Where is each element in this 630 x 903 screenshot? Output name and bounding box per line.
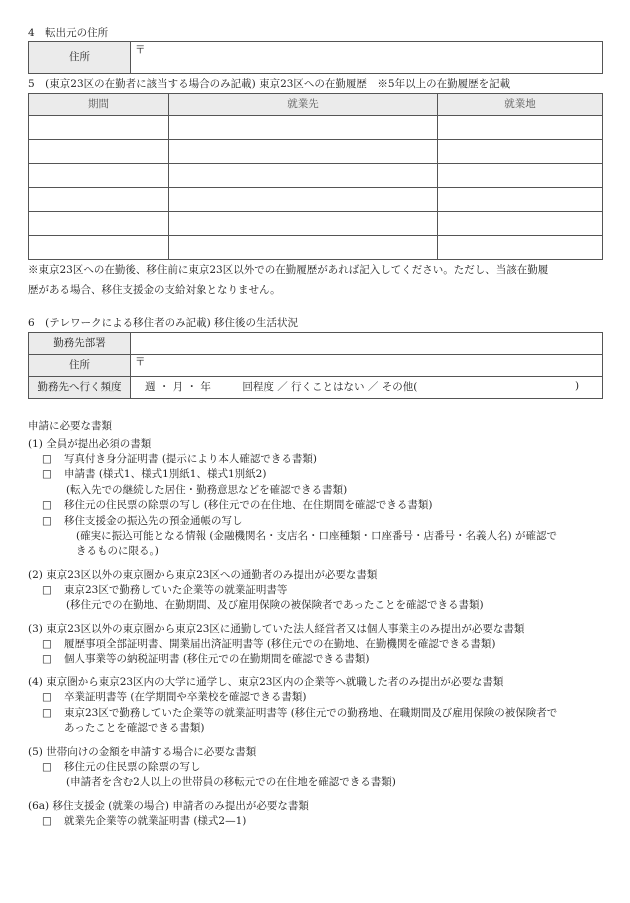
employer-cell[interactable]: [169, 212, 438, 236]
checkbox-icon[interactable]: □: [42, 653, 52, 666]
list-item: [28, 583, 618, 598]
employer-cell[interactable]: [169, 188, 438, 212]
category-5-heading: (5) 世帯向けの金額を申請する場合に必要な書類: [28, 745, 257, 758]
category-2-heading: (2) 東京23区以外の東京圏から東京23区への通勤者のみ提出が必要な書類: [28, 568, 378, 581]
postal-mark: 〒: [135, 356, 146, 368]
employer-cell[interactable]: [169, 164, 438, 188]
table-row: [29, 164, 603, 188]
checkbox-icon[interactable]: □: [42, 583, 52, 596]
list-item-label: 移住元の住民票の除票の写し (移住元での在住地、在住期間を確認できる書類): [64, 499, 433, 512]
previous-address-field[interactable]: [131, 42, 603, 74]
previous-address-table: [28, 41, 603, 74]
employer-cell[interactable]: [169, 140, 438, 164]
checkbox-icon[interactable]: □: [42, 760, 52, 773]
list-item-label: 履歴事項全部証明書、開業届出済証明書等 (移住元での在勤地、在勤機関を確認できる書類): [64, 637, 496, 650]
list-item: [28, 814, 618, 829]
visit-frequency-field[interactable]: [131, 377, 603, 399]
column-header-work-location: 就業地: [438, 94, 603, 116]
list-item-label: 移住支援金の振込先の預金通帳の写し: [64, 514, 243, 527]
list-item-note: あったことを確認できる書類): [64, 722, 205, 735]
list-item-note: (移住元での在勤地、在勤期間、及び雇用保険の被保険者であったことを確認できる書類): [66, 599, 484, 612]
checkbox-icon[interactable]: □: [42, 637, 52, 650]
postal-mark: 〒: [135, 44, 146, 56]
period-cell[interactable]: [29, 164, 169, 188]
list-item: [28, 690, 618, 705]
table-row: [29, 116, 603, 140]
list-item: [28, 498, 618, 513]
column-header-period: 期間: [29, 94, 169, 116]
list-item-label: 就業先企業等の就業証明書 (様式2—1): [64, 814, 247, 827]
list-item: [28, 706, 618, 721]
column-header-employer: 就業先: [169, 94, 438, 116]
list-item-label: 東京23区で勤務していた企業等の就業証明書等 (移住元での勤務地、在職期間及び雇用保険の被保険者で: [64, 706, 558, 719]
work-location-cell[interactable]: [438, 212, 603, 236]
table-header-row: [29, 94, 603, 116]
work-location-cell[interactable]: [438, 116, 603, 140]
required-documents-title: 申請に必要な書類: [28, 420, 112, 432]
list-item: [28, 637, 618, 652]
period-cell[interactable]: [29, 212, 169, 236]
list-item-label: 卒業証明書等 (在学期間や卒業校を確認できる書類): [64, 691, 307, 704]
work-department-field[interactable]: [131, 333, 603, 355]
visit-frequency-options: 週 ・ 月 ・ 年 回程度 ／ 行くことはない ／ その他(: [145, 380, 418, 393]
list-item-note: (申請者を含む2人以上の世帯員の移転元での在住地を確認できる書類): [66, 776, 396, 789]
period-cell[interactable]: [29, 188, 169, 212]
list-item-label: 写真付き身分証明書 (提示により本人確認できる書類): [64, 453, 318, 465]
list-item: [28, 452, 618, 467]
checkbox-icon[interactable]: □: [42, 514, 52, 527]
list-item-label: 移住元の住民票の除票の写し: [64, 760, 201, 773]
table-row: [29, 140, 603, 164]
list-item: [28, 467, 618, 482]
visit-frequency-label: 勤務先へ行く頻度: [29, 377, 131, 399]
section5-note-line2: 歴がある場合、移住支援金の支給対象となりません。: [28, 284, 281, 296]
visit-frequency-close-paren: ): [575, 380, 580, 392]
required-documents-section: [28, 418, 618, 829]
list-item-label: 申請書 (様式1、様式1別紙1、様式1別紙2): [64, 468, 267, 481]
table-row: [29, 236, 603, 260]
tokyo-employment-history-table: [28, 93, 603, 260]
telework-status-table: [28, 332, 603, 399]
category-3-heading: (3) 東京23区以外の東京圏から東京23区に通勤していた法人経営者又は個人事業主のみ提出が必要な書類: [28, 622, 525, 635]
list-item: [28, 652, 618, 667]
section5-note-line1: ※東京23区への在勤後、移住前に東京23区以外での在勤履歴があれば記入してください。ただし、当該在勤履: [28, 264, 549, 276]
list-item-label: 東京23区で勤務していた企業等の就業証明書等: [64, 583, 288, 596]
category-1-heading: (1) 全員が提出必須の書類: [28, 438, 152, 450]
work-department-label: 勤務先部署: [29, 333, 131, 355]
checkbox-icon[interactable]: □: [42, 453, 52, 465]
period-cell[interactable]: [29, 140, 169, 164]
period-cell[interactable]: [29, 116, 169, 140]
checkbox-icon[interactable]: □: [42, 691, 52, 704]
previous-address-label: 住所: [29, 42, 131, 74]
list-item-note: きるものに限る。): [76, 545, 159, 558]
list-item-note: (転入先での継続した居住・勤務意思などを確認できる書類): [66, 483, 348, 496]
work-location-cell[interactable]: [438, 164, 603, 188]
employer-cell[interactable]: [169, 116, 438, 140]
list-item-label: 個人事業等の納税証明書 (移住元での在勤期間を確認できる書類): [64, 653, 370, 666]
work-location-cell[interactable]: [438, 188, 603, 212]
workplace-address-label: 住所: [29, 355, 131, 377]
table-row: [29, 188, 603, 212]
category-6a-heading: (6a) 移住支援金 (就業の場合) 申請者のみ提出が必要な書類: [28, 799, 309, 812]
list-item: [28, 514, 618, 529]
checkbox-icon[interactable]: □: [42, 499, 52, 512]
section4-heading: 4 転出元の住所: [28, 27, 109, 39]
checkbox-icon[interactable]: □: [42, 706, 52, 719]
list-item: [28, 760, 618, 775]
employer-cell[interactable]: [169, 236, 438, 260]
checkbox-icon[interactable]: □: [42, 814, 52, 827]
period-cell[interactable]: [29, 236, 169, 260]
table-row: [29, 212, 603, 236]
section6-heading: 6 (テレワークによる移住者のみ記載) 移住後の生活状況: [28, 317, 298, 329]
work-location-cell[interactable]: [438, 140, 603, 164]
category-4-heading: (4) 東京圏から東京23区内の大学に通学し、東京23区内の企業等へ就職した者のみ提出が必要な書類: [28, 676, 504, 689]
list-item-note: (確実に振込可能となる情報 (金融機関名・支店名・口座種類・口座番号・店番号・名義人名) が確認で: [76, 530, 557, 543]
checkbox-icon[interactable]: □: [42, 468, 52, 481]
workplace-address-field[interactable]: [131, 355, 603, 377]
work-location-cell[interactable]: [438, 236, 603, 260]
section5-heading: 5 (東京23区の在勤者に該当する場合のみ記載) 東京23区への在勤履歴 ※5年以上の在勤履歴を記載: [28, 78, 511, 90]
